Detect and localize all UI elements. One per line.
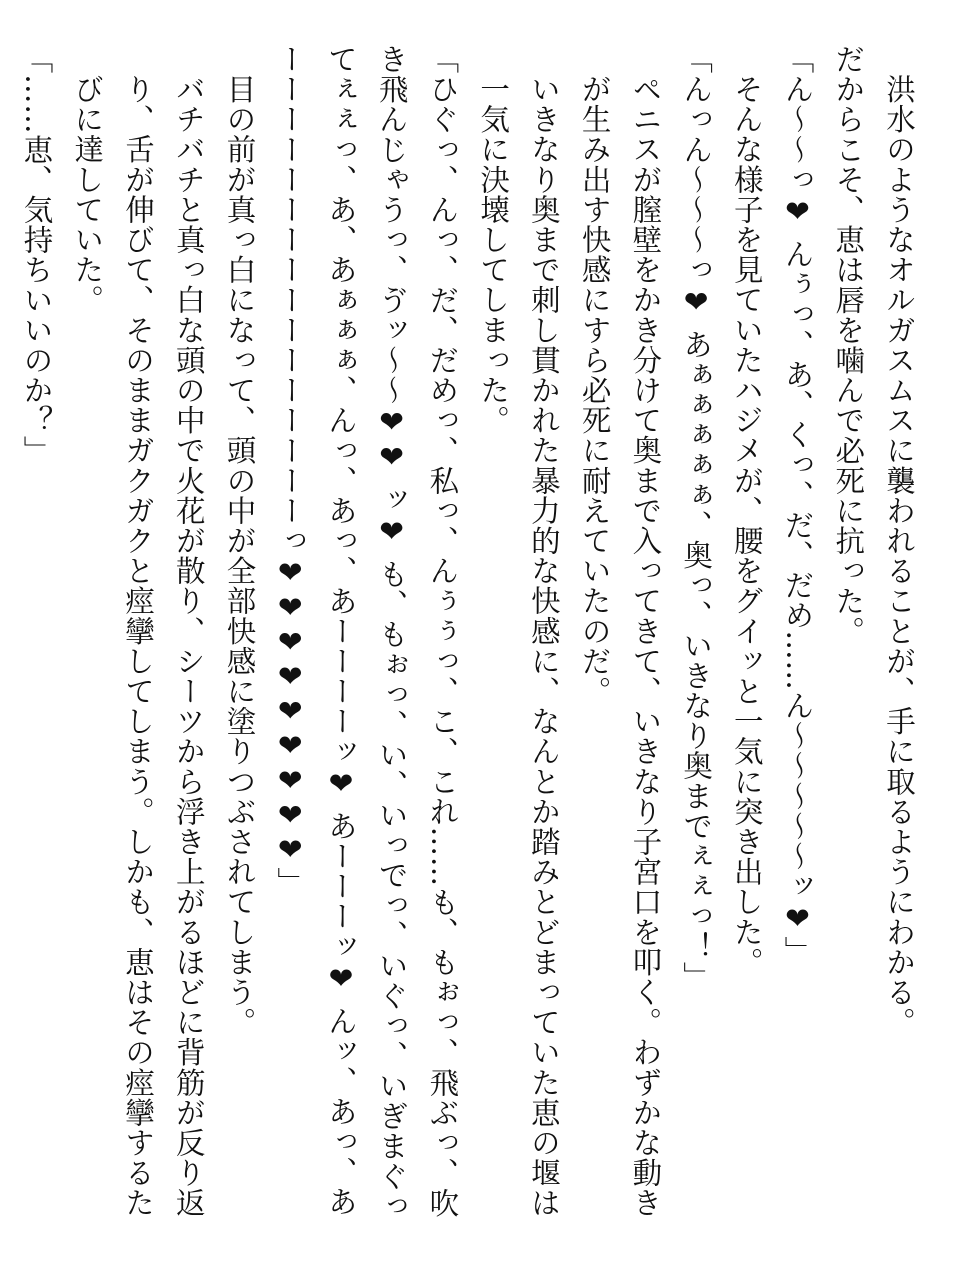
paragraph: そんな様子を見ていたハジメが、腰をグイッと一気に突き出した。 — [729, 73, 764, 977]
paragraph: ペニスが膣壁をかき分けて奥まで入ってきて、いきなり子宮口を叩く。わずかな動きが生み出す快感にすら必死に耐えていたのだ。 — [577, 73, 663, 1218]
paragraph: だからこそ、恵は唇を噛んで必死に抗った。 — [831, 44, 866, 646]
dialogue-line: 「ひぐっ、んっ、だ、だめっ、私っ、んぅぅっ、こ、これ……も、もぉっ、飛ぶっ、吹き飛んじゃうっ、ゔッ〜〜❤❤ ッ❤ も、もぉっ、い、いっでっ、いぐっ、いぎまぐってぇぇっ、あ、あぁぁぁ、んっ、あっ、あーーーーッ❤ あーーーッ❤ んッ、あっ、あーーーーーーーーーーーーーーーーっ❤❤❤❤❤❤❤❤❤」 — [273, 44, 460, 1222]
dialogue-line: 「……恵、気持ちいいのか？」 — [19, 44, 54, 466]
vertical-text-body — [19, 44, 924, 1244]
paragraph: いきなり奥まで刺し貫かれた暴力的な快感に、なんとか踏みとどまっていた恵の堰は一気に決壊してしまった。 — [476, 73, 561, 1218]
paragraph: 目の前が真っ白になって、頭の中が全部快感に塗りつぶされてしまう。 — [222, 73, 257, 1037]
paragraph: バチバチと真っ白な頭の中で火花が散り、シーツから浮き上がるほどに背筋が反り返り、舌が伸びて、そのままガクガクと痙攣してしまう。しかも、恵はその痙攣するたびに達していた。 — [70, 73, 206, 1218]
dialogue-line: 「ん〜〜っ❤ んぅっ、あ、くっ、だ、だめ……ん〜〜〜〜〜ッ❤」 — [780, 44, 815, 966]
paragraph: 洪水のようなオルガスムスに襲われることが、手に取るようにわかる。 — [882, 73, 916, 1037]
dialogue-line: 「んっん〜〜〜っ❤ あぁぁぁぁぁ、奥っ、いきなり奥までぇぇっ！」 — [679, 44, 714, 992]
